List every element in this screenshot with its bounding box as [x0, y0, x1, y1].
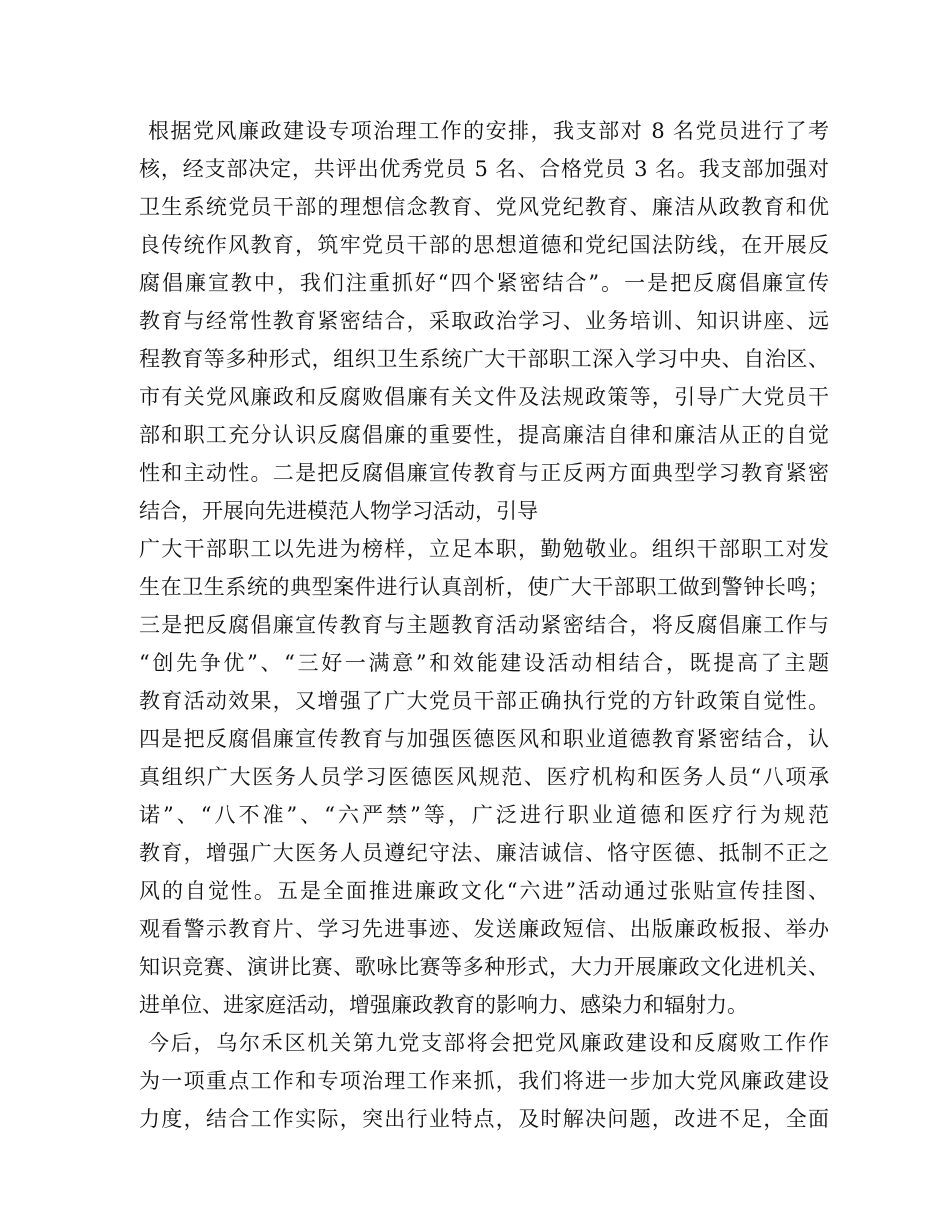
paragraph-line: 结合，开展向先进模范人物学习活动，引导: [139, 499, 538, 523]
paragraph-line: 教育活动效果，又增强了广大党员干部正确执行党的方针政策自觉性。: [139, 689, 829, 713]
paragraph-line: 观看警示教育片、学习先进事迹、发送廉政短信、出版廉政板报、举办: [139, 917, 829, 941]
paragraph-line: 知识竞赛、演讲比赛、歌咏比赛等多种形式，大力开展廉政文化进机关、: [139, 955, 829, 979]
paragraph-line: 三是把反腐倡廉宣传教育与主题教育活动紧密结合，将反腐倡廉工作与: [139, 613, 829, 637]
paragraph-line: 生在卫生系统的典型案件进行认真剖析，使广大干部职工做到警钟长鸣；: [139, 575, 829, 599]
paragraph-line: 教育与经常性教育紧密结合，采取政治学习、业务培训、知识讲座、远: [139, 309, 829, 333]
paragraph-line: 进单位、进家庭活动，增强廉政教育的影响力、感染力和辐射力。: [139, 993, 748, 1017]
paragraph-line: 程教育等多种形式，组织卫生系统广大干部职工深入学习中央、自治区、: [139, 347, 829, 371]
paragraph-line: 诺”、“八不准”、“六严禁”等，广泛进行职业道德和医疗行为规范: [139, 803, 829, 827]
document-body: [139, 112, 829, 1138]
paragraph-line: 广大干部职工以先进为榜样，立足本职，勤勉敬业。组织干部职工对发: [139, 537, 829, 561]
paragraph-line: 风的自觉性。五是全面推进廉政文化“六进”活动通过张贴宣传挂图、: [139, 879, 829, 903]
paragraph-line: 部和职工充分认识反腐倡廉的重要性，提高廉洁自律和廉洁从正的自觉: [139, 423, 829, 447]
paragraph-line: 教育，增强广大医务人员遵纪守法、廉洁诚信、恪守医德、抵制不正之: [139, 841, 829, 865]
paragraph-line: 根据党风廉政建设专项治理工作的安排，我支部对 8 名党员进行了考: [148, 119, 829, 143]
paragraph-line: 今后，乌尔禾区机关第九党支部将会把党风廉政建设和反腐败工作作: [148, 1031, 829, 1055]
paragraph-line: “创先争优”、“三好一满意”和效能建设活动相结合，既提高了主题: [139, 651, 829, 675]
paragraph-line: 真组织广大医务人员学习医德医风规范、医疗机构和医务人员“八项承: [139, 765, 829, 789]
paragraph-line: 力度，结合工作实际，突出行业特点，及时解决问题，改进不足，全面: [139, 1107, 829, 1131]
paragraph-line: 卫生系统党员干部的理想信念教育、党风党纪教育、廉洁从政教育和优: [139, 195, 829, 219]
paragraph-line: 良传统作风教育，筑牢党员干部的思想道德和党纪国法防线，在开展反: [139, 233, 829, 257]
paragraph-line: 四是把反腐倡廉宣传教育与加强医德医风和职业道德教育紧密结合，认: [139, 727, 829, 751]
paragraph-line: 性和主动性。二是把反腐倡廉宣传教育与正反两方面典型学习教育紧密: [139, 461, 829, 485]
paragraph-line: 市有关党风廉政和反腐败倡廉有关文件及法规政策等，引导广大党员干: [139, 385, 829, 409]
paragraph-line: 为一项重点工作和专项治理工作来抓，我们将进一步加大党风廉政建设: [139, 1069, 829, 1093]
paragraph-line: 核，经支部决定，共评出优秀党员 5 名、合格党员 3 名。我支部加强对: [139, 157, 829, 181]
paragraph-line: 腐倡廉宣教中，我们注重抓好“四个紧密结合”。一是把反腐倡廉宣传: [139, 271, 829, 295]
